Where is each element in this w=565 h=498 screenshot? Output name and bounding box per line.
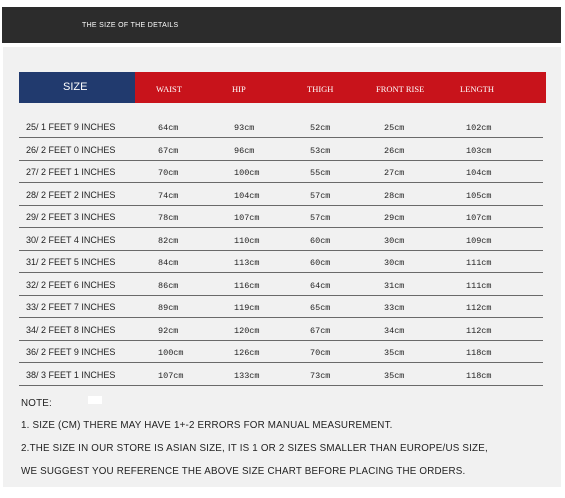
cell-hip: 107cm	[234, 213, 260, 223]
cell-thigh: 73cm	[310, 370, 331, 381]
cell-front-rise: 31cm	[384, 280, 405, 291]
note-line-3: WE SUGGEST YOU REFERENCE THE ABOVE SIZE CHART BEFORE PLACING THE ORDERS.	[21, 466, 466, 477]
cell-front-rise: 25cm	[384, 123, 405, 133]
cell-size: 36/ 2 FEET 9 INCHES	[26, 347, 116, 357]
title-banner	[2, 7, 561, 43]
cell-length: 118cm	[466, 370, 492, 381]
cell-size: 28/ 2 FEET 2 INCHES	[26, 189, 116, 200]
cell-front-rise: 33cm	[384, 303, 405, 313]
cell-hip: 110cm	[234, 235, 260, 246]
cell-length: 105cm	[466, 190, 492, 201]
cell-size: 33/ 2 FEET 7 INCHES	[26, 302, 116, 312]
cell-size: 27/ 2 FEET 1 INCHES	[26, 167, 116, 177]
header-front-rise: FRONT RISE	[376, 84, 425, 94]
cell-hip: 126cm	[234, 348, 260, 358]
cell-thigh: 55cm	[310, 168, 331, 178]
cell-front-rise: 34cm	[384, 325, 405, 336]
cell-waist: 70cm	[158, 168, 179, 178]
table-row	[19, 184, 543, 206]
cell-size: 29/ 2 FEET 3 INCHES	[26, 212, 116, 222]
row-divider	[19, 385, 543, 386]
cell-length: 111cm	[466, 258, 492, 268]
table-row	[19, 364, 543, 386]
cell-hip: 93cm	[234, 123, 255, 133]
cell-front-rise: 28cm	[384, 190, 405, 201]
table-row	[19, 251, 543, 273]
header-length: LENGTH	[460, 84, 494, 94]
cell-thigh: 65cm	[310, 303, 331, 313]
cell-waist: 84cm	[158, 258, 179, 268]
cell-waist: 107cm	[158, 370, 184, 381]
header-hip: HIP	[232, 84, 246, 94]
table-row	[19, 229, 543, 251]
cell-hip: 113cm	[234, 258, 260, 268]
cell-waist: 78cm	[158, 213, 179, 223]
cell-length: 104cm	[466, 168, 492, 178]
banner-title: THE SIZE OF THE DETAILS	[82, 22, 179, 29]
note-line-1: 1. SIZE (CM) THERE MAY HAVE 1+-2 ERRORS FOR MANUAL MEASUREMENT.	[21, 420, 393, 431]
note-line-2: 2.THE SIZE IN OUR STORE IS ASIAN SIZE, IT IS 1 OR 2 SIZES SMALLER THAN EUROPE/US SIZE,	[21, 443, 488, 454]
cell-length: 112cm	[466, 325, 492, 336]
cell-thigh: 70cm	[310, 348, 331, 358]
cell-length: 112cm	[466, 303, 492, 313]
cell-hip: 116cm	[234, 280, 260, 291]
note-heading: NOTE:	[21, 398, 52, 409]
cell-waist: 82cm	[158, 235, 179, 246]
cell-waist: 64cm	[158, 123, 179, 133]
cell-waist: 67cm	[158, 145, 179, 156]
cell-length: 102cm	[466, 123, 492, 133]
cell-size: 30/ 2 FEET 4 INCHES	[26, 234, 116, 245]
cell-front-rise: 35cm	[384, 348, 405, 358]
cell-front-rise: 29cm	[384, 213, 405, 223]
cell-thigh: 67cm	[310, 325, 331, 336]
table-row	[19, 116, 543, 138]
cell-thigh: 52cm	[310, 123, 331, 133]
table-row	[19, 274, 543, 296]
cell-hip: 133cm	[234, 370, 260, 381]
cell-size: 25/ 1 FEET 9 INCHES	[26, 122, 116, 132]
cell-size: 32/ 2 FEET 6 INCHES	[26, 279, 116, 290]
table-row	[19, 139, 543, 161]
cell-length: 107cm	[466, 213, 492, 223]
cell-hip: 120cm	[234, 325, 260, 336]
table-row	[19, 161, 543, 183]
cell-hip: 119cm	[234, 303, 260, 313]
cell-thigh: 57cm	[310, 190, 331, 201]
table-header	[19, 72, 546, 103]
cell-size: 38/ 3 FEET 1 INCHES	[26, 369, 116, 380]
table-row	[19, 296, 543, 318]
cell-thigh: 53cm	[310, 145, 331, 156]
cell-thigh: 64cm	[310, 280, 331, 291]
cell-front-rise: 35cm	[384, 370, 405, 381]
header-waist: WAIST	[156, 84, 182, 94]
cell-hip: 96cm	[234, 145, 255, 156]
cell-thigh: 60cm	[310, 258, 331, 268]
cell-length: 111cm	[466, 280, 492, 291]
table-row	[19, 206, 543, 228]
cell-thigh: 60cm	[310, 235, 331, 246]
cell-hip: 100cm	[234, 168, 260, 178]
cell-length: 109cm	[466, 235, 492, 246]
cell-waist: 86cm	[158, 280, 179, 291]
header-thigh: THIGH	[307, 84, 334, 94]
cell-size: 31/ 2 FEET 5 INCHES	[26, 257, 116, 267]
cell-size: 26/ 2 FEET 0 INCHES	[26, 144, 116, 155]
cell-waist: 89cm	[158, 303, 179, 313]
cell-waist: 100cm	[158, 348, 184, 358]
table-row	[19, 341, 543, 363]
table-row	[19, 319, 543, 341]
cell-front-rise: 30cm	[384, 235, 405, 246]
header-size: SIZE	[19, 72, 135, 103]
blank-patch	[88, 396, 102, 404]
cell-waist: 74cm	[158, 190, 179, 201]
cell-front-rise: 30cm	[384, 258, 405, 268]
cell-waist: 92cm	[158, 325, 179, 336]
cell-hip: 104cm	[234, 190, 260, 201]
cell-front-rise: 26cm	[384, 145, 405, 156]
cell-thigh: 57cm	[310, 213, 331, 223]
cell-front-rise: 27cm	[384, 168, 405, 178]
cell-length: 103cm	[466, 145, 492, 156]
cell-length: 118cm	[466, 348, 492, 358]
cell-size: 34/ 2 FEET 8 INCHES	[26, 324, 116, 335]
